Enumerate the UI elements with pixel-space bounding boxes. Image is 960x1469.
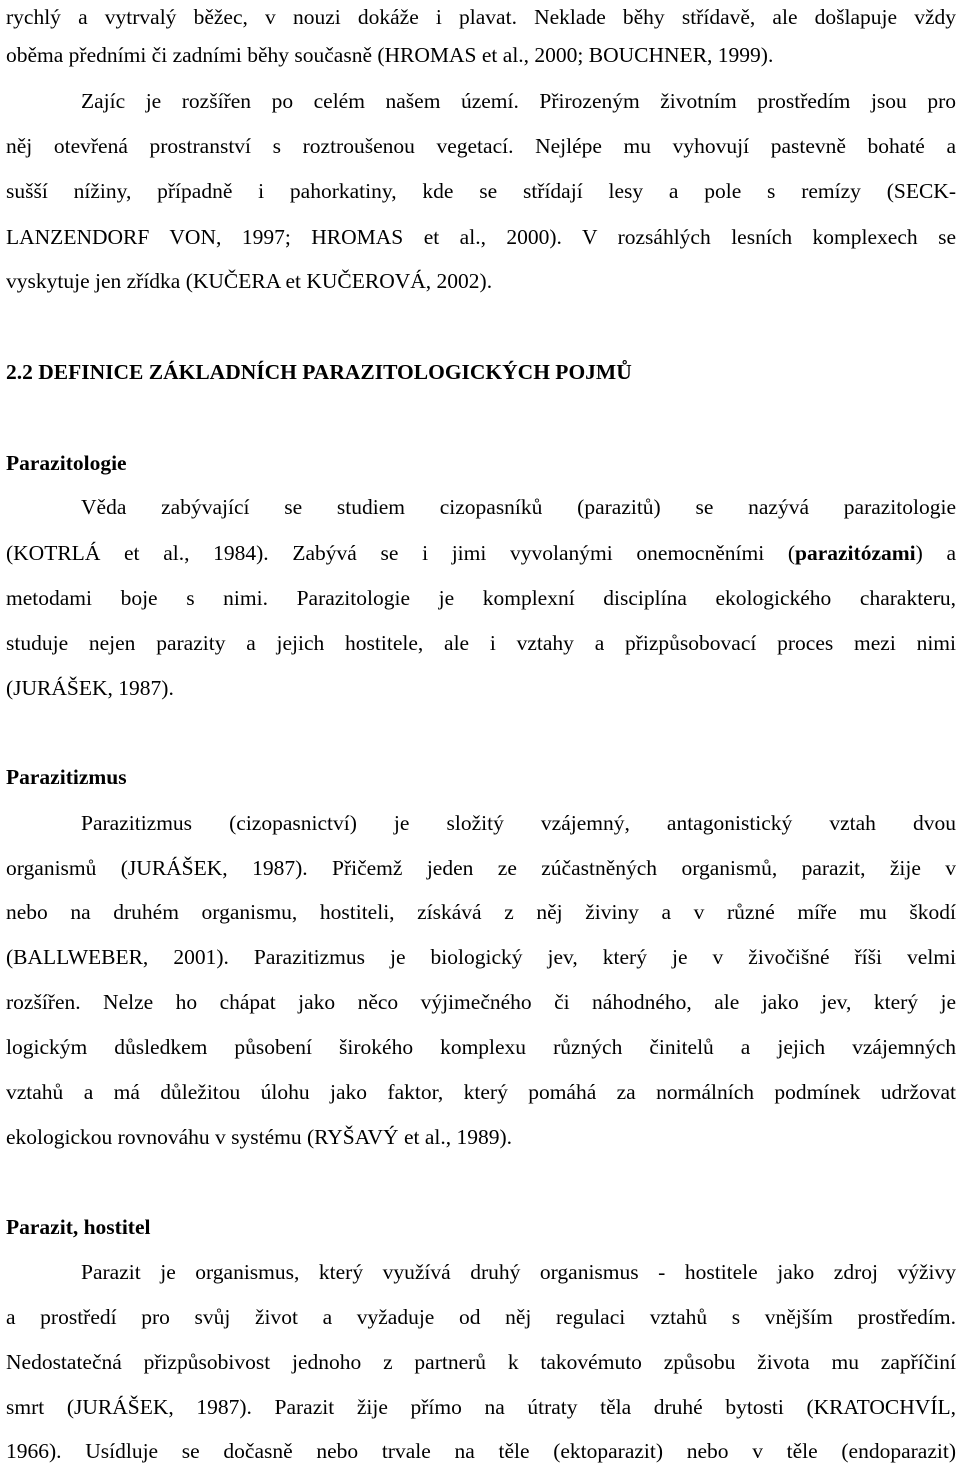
heading-parazitizmus: Parazitizmus (6, 765, 127, 789)
parazitizmus-line-2: organismů (JURÁŠEK, 1987). Přičemž jeden ze zúčastněných organismů, parazit, žije v (6, 856, 956, 880)
parazit-line-2: a prostředí pro svůj život a vyžaduje od něj regulaci vztahů s vnějším prostředím. (6, 1305, 956, 1329)
parazitologie-line-5: (JURÁŠEK, 1987). (6, 676, 174, 700)
parazitozami-term: parazitózami (795, 541, 916, 565)
parazitologie-line-4: studuje nejen parazity a jejich hostitele, ale i vztahy a přizpůsobovací proces mezi nimi (6, 631, 956, 655)
parazitizmus-line-4: (BALLWEBER, 2001). Parazitizmus je biologický jev, který je v živočišné říši velmi (6, 945, 956, 969)
parazit-line-4: smrt (JURÁŠEK, 1987). Parazit žije přímo na útraty těla druhé bytosti (KRATOCHVÍL, (6, 1395, 956, 1419)
section-title: 2.2 DEFINICE ZÁKLADNÍCH PARAZITOLOGICKÝCH POJMŮ (6, 360, 632, 384)
parazitologie-line-2-start: (KOTRLÁ et al., 1984). Zabývá se i jimi vyvolanými onemocněními ( (6, 541, 796, 565)
parazitologie-line-1: Věda zabývající se studiem cizopasníků (parazitů) se nazývá parazitologie (81, 495, 956, 519)
intro-line-6: LANZENDORF VON, 1997; HROMAS et al., 2000). V rozsáhlých lesních komplexech se (6, 225, 956, 249)
intro-line-2: oběma předními či zadními běhy současně (HROMAS et al., 2000; BOUCHNER, 1999). (6, 43, 774, 67)
parazit-line-1: Parazit je organismus, který využívá druhý organismus - hostitele jako zdroj výživy (81, 1260, 956, 1284)
intro-line-1: rychlý a vytrvalý běžec, v nouzi dokáže i plavat. Neklade běhy střídavě, ale došlapuje vždy (6, 5, 956, 29)
intro-line-3: Zajíc je rozšířen po celém našem území. Přirozeným životním prostředím jsou pro (81, 89, 956, 113)
heading-parazit-hostitel: Parazit, hostitel (6, 1215, 151, 1239)
parazitologie-line-3: metodami boje s nimi. Parazitologie je komplexní disciplína ekologického charakteru, (6, 586, 956, 610)
parazitizmus-line-8: ekologickou rovnováhu v systému (RYŠAVÝ et al., 1989). (6, 1125, 513, 1149)
parazitizmus-line-5: rozšířen. Nelze ho chápat jako něco výjimečného či náhodného, ale jako jev, který je (6, 990, 956, 1014)
parazitologie-line-2-end: ) a (915, 541, 956, 565)
parazitizmus-line-1: Parazitizmus (cizopasnictví) je složitý vzájemný, antagonistický vztah dvou (81, 811, 956, 835)
parazitizmus-line-3: nebo na druhém organismu, hostiteli, získává z něj živiny a v různé míře mu škodí (6, 900, 956, 924)
parazit-line-5: 1966). Usídluje se dočasně nebo trvale na těle (ektoparazit) nebo v těle (endoparazit) (6, 1439, 956, 1463)
parazitizmus-line-6: logickým důsledkem působení širokého komplexu různých činitelů a jejich vzájemných (6, 1035, 956, 1059)
intro-line-4: něj otevřená prostranství s roztroušenou vegetací. Nejlépe mu vyhovují pastevně bohaté a (6, 134, 956, 158)
intro-line-5: sušší nížiny, případně i pahorkatiny, kde se střídají lesy a pole s remízy (SECK- (6, 179, 956, 203)
heading-parazitologie: Parazitologie (6, 451, 127, 475)
parazit-line-3: Nedostatečná přizpůsobivost jednoho z partnerů k takovémuto způsobu života mu zapříčiní (6, 1350, 956, 1374)
parazitologie-line-2 (6, 538, 956, 568)
parazitizmus-line-7: vztahů a má důležitou úlohu jako faktor, který pomáhá za normálních podmínek udržovat (6, 1080, 956, 1104)
intro-line-7: vyskytuje jen zřídka (KUČERA et KUČEROVÁ, 2002). (6, 269, 493, 293)
